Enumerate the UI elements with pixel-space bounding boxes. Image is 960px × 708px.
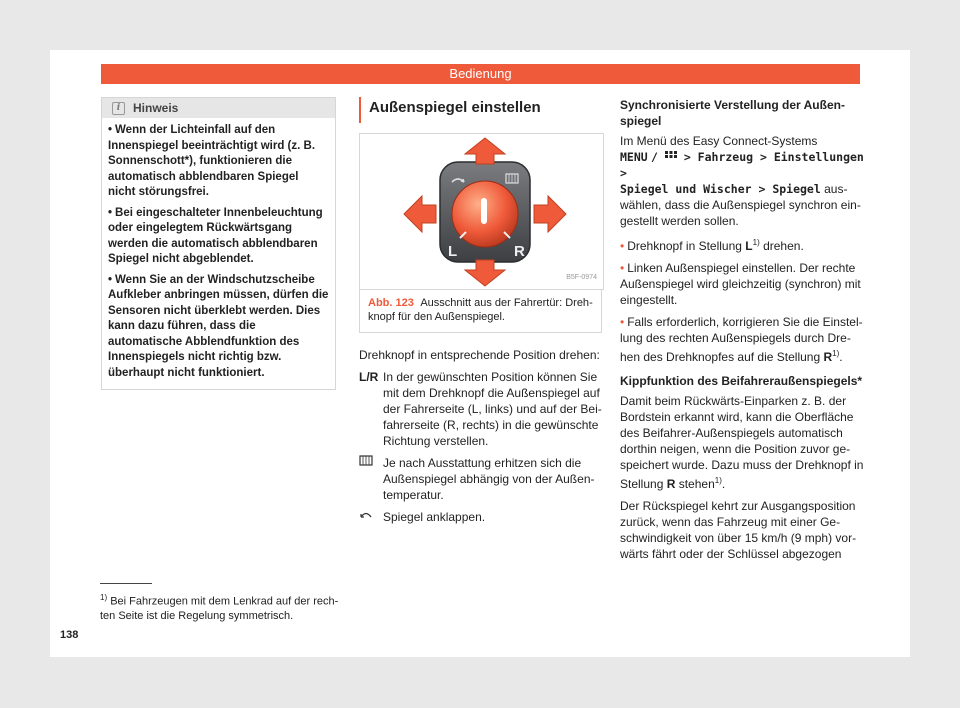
arrow-down-icon — [465, 260, 505, 286]
right-column — [620, 97, 864, 568]
figure-caption-text: Ausschnitt aus der Fahrertür: Drehknopf für den Außenspiegel. — [368, 297, 593, 323]
definition-text: Je nach Ausstattung erhitzen sich die Außenspiegel abhängig von der Außentemperatur. — [383, 456, 595, 502]
note-item: • Bei eingeschalteter Innenbeleuchtung oder eingelegtem Rückwärtsgang werden die automatisch abblendbaren Spiegel nicht abgeblendet. — [108, 206, 323, 265]
sync-step: • Drehknopf in Stellung $L^{1)}$ drehen. — [620, 238, 804, 253]
fold-title: Kippfunktion des Beifahreraußenspiegels* — [620, 374, 863, 388]
menu-path-2: Spiegel und Wischer > Spiegel — [620, 182, 821, 196]
figure-number: Abb. 123 — [368, 297, 414, 309]
figure-caption — [359, 290, 602, 333]
menu-key: MENU — [620, 150, 648, 164]
sync-menu-text: Im Menü des Easy Connect-Systems MENU / > Fahrzeug > Einstellungen > Spiegel und Wischer > Spiegel auswählen, dass die Außenspiegel synchron eingestellt werden sollen. — [620, 134, 864, 228]
chapter-title: Bedienung — [449, 66, 512, 81]
footnote — [100, 591, 340, 623]
note-box — [101, 97, 336, 390]
definition-item — [359, 369, 602, 449]
note-item-text: Wenn Sie an der Windschutzscheibe Aufkleber anbringen müssen, dürfen die Sensoren nicht überklebt werden. Dies kann dazu führen, dass die automatische Abblendfunktion des Innenspiegels nicht richtig bzw. überhaupt nicht funktioniert. — [108, 273, 329, 379]
intro-text: Drehknopf in entsprechende Position drehen: — [359, 348, 600, 362]
mirror-knob-illustration — [360, 134, 603, 289]
figure-label-r: R — [514, 243, 525, 260]
note-title: Hinweis — [133, 101, 179, 115]
note-item: • Wenn der Lichteinfall auf den Innenspiegel beeinträchtigt wird (z. B. Sonnenschott*), funktionieren die automatisch abblendbaren Spiegel nicht störungsfrei. — [108, 124, 316, 198]
definition-item — [359, 455, 602, 503]
fold-paragraph: Damit beim Rückwärts-Einparken z. B. der Bordstein erkannt wird, kann die Oberfläche des Beifahrer-Außenspiegels automatisch dorthin neigen, wenn die Position zuvor gespeichert wurde. Dazu muss der Drehknopf in Stellung R stehen$^{1)}$. — [620, 394, 864, 491]
fold-paragraph: Der Rückspiegel kehrt zur Ausgangsposition zurück, wenn das Fahrzeug mit einer Geschwindigkeit von über 15 km/h (9 mph) vorwärts fährt oder der Schlüssel abgezogen — [620, 499, 857, 561]
middle-column — [359, 97, 602, 531]
definition-item — [359, 509, 602, 525]
menu-path-1: > Fahrzeug > Einstellungen > — [620, 150, 864, 180]
arrow-up-icon — [465, 138, 505, 164]
footnote-divider — [100, 583, 152, 584]
arrow-right-icon — [534, 196, 566, 232]
apps-grid-icon — [665, 151, 677, 161]
note-item-text: Wenn der Lichteinfall auf den Innenspiegel beeinträchtigt wird (z. B. Sonnenschott*), funktionieren die automatisch abblendbaren Spiegel nicht störungsfrei. — [108, 124, 316, 198]
sync-step: • Falls erforderlich, korrigieren Sie die Einstellung des rechten Außenspiegels durch Drehen des Drehknopfes auf die Stellung $R^{1)}$. — [620, 315, 863, 364]
info-icon: i — [112, 102, 125, 115]
definition-text: Spiegel anklappen. — [383, 510, 486, 524]
mirror-heating-icon — [359, 455, 373, 467]
page-number: 138 — [60, 629, 79, 641]
section-title: Außenspiegel einstellen — [359, 97, 602, 123]
note-item-text: Bei eingeschalteter Innenbeleuchtung oder eingelegtem Rückwärtsgang werden die automatisch abblendbaren Spiegel nicht abgeblendet. — [108, 206, 323, 265]
definition-term: L/R — [359, 370, 379, 384]
sync-step: • Linken Außenspiegel einstellen. Der rechte Außenspiegel wird gleichzeitig (synchron) mit eingestellt. — [620, 261, 861, 307]
mirror-fold-icon — [359, 509, 373, 521]
definition-text: In der gewünschten Position können Sie mit dem Drehknopf die Außenspiegel auf der Fahrerseite (L, links) und auf der Beifahrerseite (R, rechts) in die gewünschte Richtung verstellen. — [383, 370, 602, 448]
left-column — [101, 97, 336, 390]
mirror-knob-figure — [359, 133, 604, 290]
figure-label-l: L — [448, 243, 458, 260]
chapter-header — [101, 64, 860, 84]
note-header — [102, 98, 335, 118]
sync-title: Synchronisierte Verstellung der Außenspiegel — [620, 98, 845, 128]
menu-tail: auswählen, dass die Außenspiegel synchron eingestellt werden sollen. — [620, 182, 861, 228]
sync-menu-intro: Im Menü des Easy Connect-Systems — [620, 134, 818, 148]
footnote-text: Bei Fahrzeugen mit dem Lenkrad auf der rechten Seite ist die Regelung symmetrisch. — [100, 595, 339, 622]
figure-code: B5F-0974 — [566, 274, 597, 281]
note-item: • Wenn Sie an der Windschutzscheibe Aufkleber anbringen müssen, dürfen die Sensoren nicht überklebt werden. Dies kann dazu führen, dass die automatische Abblendfunktion des Innenspiegels nicht richtig bzw. überhaupt nicht funktioniert. — [108, 273, 329, 379]
footnote-mark: 1) — [100, 593, 108, 602]
arrow-left-icon — [404, 196, 436, 232]
